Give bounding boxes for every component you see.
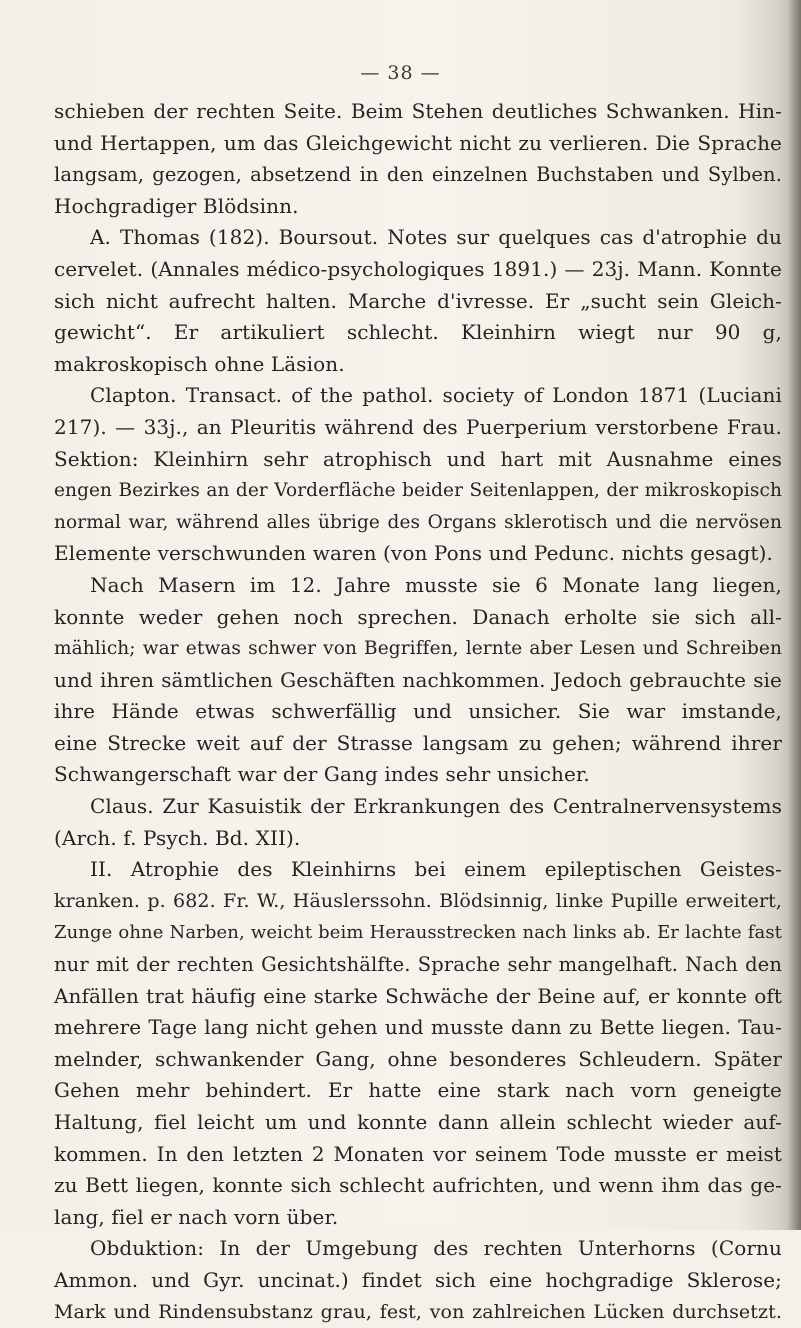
text-line: Haltung, fiel leicht um und konnte dann allein schlecht wieder auf- xyxy=(54,1110,782,1134)
text-line: eine Strecke weit auf der Strasse langsam zu gehen; während ihrer xyxy=(54,730,782,755)
text-line: Nach Masern im 12. Jahre musste sie 6 Monate lang liegen, xyxy=(90,572,782,597)
text-line: makroskopisch ohne Läsion. xyxy=(54,351,345,376)
body-text xyxy=(54,96,782,1328)
text-line: kommen. In den letzten 2 Monaten vor seinem Tode musste er meist xyxy=(54,1141,782,1166)
text-line: langsam, gezogen, absetzend in den einzelnen Buchstaben und Sylben. xyxy=(54,163,782,187)
text-line: (Arch. f. Psych. Bd. XII). xyxy=(54,825,301,850)
text-line: und Hertappen, um das Gleichgewicht nicht zu verlieren. Die Sprache xyxy=(54,130,782,155)
text-line: Elemente verschwunden waren (von Pons und Pedunc. nichts gesagt). xyxy=(54,541,773,566)
text-line: Clapton. Transact. of the pathol. society of London 1871 (Luciani xyxy=(90,383,782,408)
text-line: lang, fiel er nach vorn über. xyxy=(54,1204,339,1229)
text-line: Zunge ohne Narben, weicht beim Herausstrecken nach links ab. Er lachte fast xyxy=(54,922,782,944)
text-line: normal war, während alles übrige des Organs sklerotisch und die nervösen xyxy=(54,511,782,533)
text-line: kranken. p. 682. Fr. W., Häuslerssohn. Blödsinnig, linke Pupille erweitert, xyxy=(54,889,782,912)
text-line: schieben der rechten Seite. Beim Stehen deutliches Schwanken. Hin- xyxy=(54,99,782,123)
text-line: cervelet. (Annales médico-psychologiques 1891.) — 23j. Mann. Konnte xyxy=(54,256,782,281)
text-line: gewicht“. Er artikuliert schlecht. Kleinhirn wiegt nur 90 g, xyxy=(54,320,782,345)
text-line: melnder, schwankender Gang, ohne besonderes Schleudern. Später xyxy=(54,1046,782,1071)
text-line: 217). — 33j., an Pleuritis während des Puerperium verstorbene Frau. xyxy=(54,414,782,439)
text-line: Obduktion: In der Umgebung des rechten Unterhorns (Cornu xyxy=(90,1236,782,1261)
text-line: mählich; war etwas schwer von Begriffen, lernte aber Lesen und Schreiben xyxy=(54,638,782,660)
text-line: Anfällen trat häufig eine starke Schwäche der Beine auf, er konnte oft xyxy=(54,983,782,1008)
text-line: Claus. Zur Kasuistik der Erkrankungen des Centralnervensystems xyxy=(90,794,782,819)
text-line: mehrere Tage lang nicht gehen und musste dann zu Bette liegen. Tau- xyxy=(54,1015,782,1040)
text-line: Mark und Rindensubstanz grau, fest, von zahlreichen Lücken durchsetzt. xyxy=(54,1300,782,1323)
text-line: nur mit der rechten Gesichtshälfte. Sprache sehr mangelhaft. Nach den xyxy=(54,953,782,977)
text-line: II. Atrophie des Kleinhirns bei einem epileptischen Geistes- xyxy=(90,857,782,882)
text-line: Sektion: Kleinhirn sehr atrophisch und hart mit Ausnahme eines xyxy=(54,446,782,471)
page-number: — 38 — xyxy=(360,62,441,84)
text-line: Gehen mehr behindert. Er hatte eine stark nach vorn geneigte xyxy=(54,1078,782,1103)
text-line: ihre Hände etwas schwerfällig und unsicher. Sie war imstande, xyxy=(54,699,782,724)
text-line: Hochgradiger Blödsinn. xyxy=(54,193,299,218)
text-line: A. Thomas (182). Boursout. Notes sur quelques cas d'atrophie du xyxy=(90,225,782,250)
page-edge-shadow xyxy=(787,0,801,1230)
text-line: engen Bezirkes an der Vorderfläche beider Seitenlappen, der mikroskopisch xyxy=(54,480,782,502)
text-line: Ammon. und Gyr. uncinat.) findet sich eine hochgradige Sklerose; xyxy=(54,1267,782,1292)
text-line: zu Bett liegen, konnte sich schlecht aufrichten, und wenn ihm das ge- xyxy=(54,1173,782,1198)
text-line: Schwangerschaft war der Gang indes sehr unsicher. xyxy=(54,762,590,787)
text-line: sich nicht aufrecht halten. Marche d'ivresse. Er „sucht sein Gleich- xyxy=(54,288,782,313)
text-line: konnte weder gehen noch sprechen. Danach erholte sie sich all- xyxy=(54,604,782,629)
text-line: und ihren sämtlichen Geschäften nachkommen. Jedoch gebrauchte sie xyxy=(54,667,782,692)
